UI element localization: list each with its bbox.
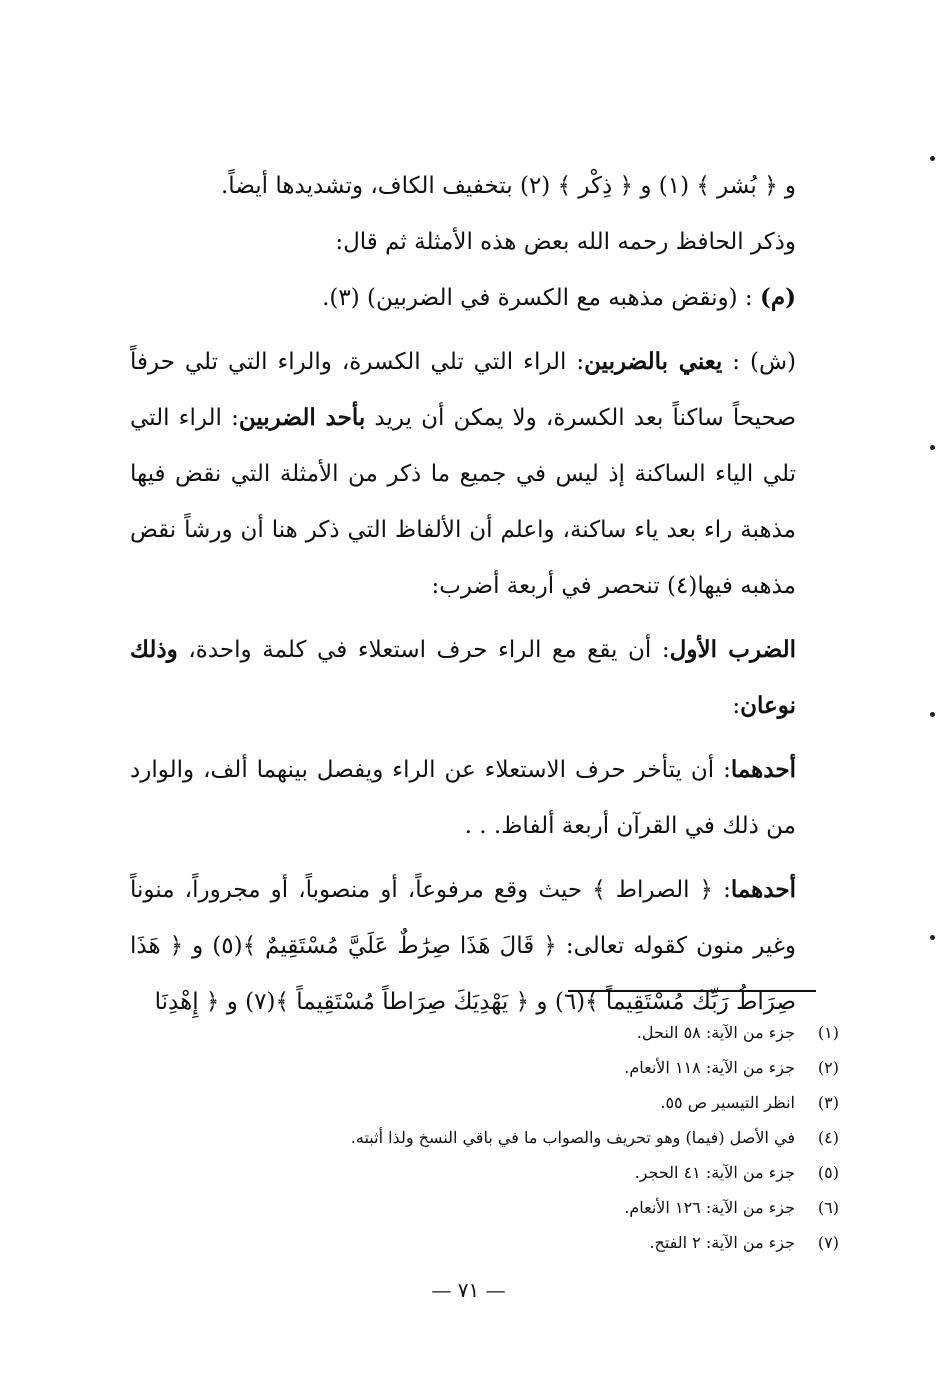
footnote-number: (١) xyxy=(817,1023,839,1042)
footnote-number: (٧) xyxy=(817,1233,839,1252)
footnote-text: جزء من الآية: ٤١ الحجر. xyxy=(634,1163,795,1182)
bold-term: أحدهما xyxy=(730,756,796,783)
footnote-item xyxy=(351,1155,839,1190)
footnote-text: جزء من الآية: ١٢٦ الأنعام. xyxy=(624,1198,795,1217)
footnote-item xyxy=(351,1225,839,1260)
paragraph-text: : الراء التي تلي الياء الساكنة إذ ليس في جميع ما ذكر من الأمثلة التي نقض فيها مذهبة راء بعد ياء ساكنة، واعلم أن الألفاظ التي ذكر هنا أن ورشاً نقض مذهبه فيها(٤) تنحصر في أربعة أضرب: xyxy=(130,405,796,599)
bold-term: بأحد الضربين xyxy=(238,404,366,431)
paragraph xyxy=(130,862,836,1030)
paragraph xyxy=(130,158,836,214)
paragraph xyxy=(130,214,836,270)
paragraph-text: : الراء التي تلي الكسرة، والراء التي تلي حرفاً صحيحاً ساكناً بعد الكسرة، ولا يمكن أن يريد xyxy=(130,349,796,431)
footnote-number: (٥) xyxy=(817,1163,839,1182)
margin-dot xyxy=(930,445,935,450)
paragraph xyxy=(130,742,836,854)
footnote-number: (٢) xyxy=(817,1058,839,1077)
footnotes xyxy=(351,1015,839,1260)
paragraph xyxy=(130,334,836,614)
paragraph-text: : ﴿ الصراط ﴾ حيث وقع مرفوعاً، أو منصوباً، أو مجروراً، منوناً وغير منون كقوله تعالى: ﴿ قَالَ هَذَا صِرَٰطٌ عَلَيَّ مُسْتَقِيمٌ ﴾(٥) و ﴿ هَذَا صِرَاطُ رَبِّكَ مُسْتَقِيماً ﴾(٦) و ﴿ يَهْدِيَكَ صِرَاطاً مُسْتَقِيماً ﴾(٧) و ﴿ إِهْدِنَا xyxy=(130,877,796,1015)
paragraph-text: : (ونقض مذهبه مع الكسرة في الضربين) (٣). xyxy=(322,285,760,311)
footnote-item xyxy=(351,1190,839,1225)
footnote-item xyxy=(351,1015,839,1050)
margin-dot xyxy=(930,712,935,717)
footnote-number: (٦) xyxy=(817,1198,839,1217)
footnote-number: (٣) xyxy=(817,1093,839,1112)
paragraph-text: : xyxy=(732,693,741,719)
footnote-separator xyxy=(568,990,816,992)
footnote-text: جزء من الآية: ١١٨ الأنعام. xyxy=(624,1058,795,1077)
paragraph xyxy=(130,270,836,326)
margin-dot xyxy=(930,935,935,940)
paragraph-text: وذكر الحافظ رحمه الله بعض هذه الأمثلة ثم قال: xyxy=(335,229,796,255)
paragraph xyxy=(130,622,836,734)
page-number: — ٧١ — xyxy=(431,1278,506,1302)
footnote-number: (٤) xyxy=(817,1128,839,1147)
main-text xyxy=(130,158,836,1030)
footnote-item xyxy=(351,1120,839,1155)
paragraph-lead: (ش) : xyxy=(722,349,796,375)
bold-term: يعني بالضربين xyxy=(584,348,723,375)
paragraph-text: و ﴿ بُشر ﴾ (١) و ﴿ ذِكْر ﴾ (٢) بتخفيف الكاف، وتشديدها أيضاً. xyxy=(221,173,796,199)
bold-term: وذلك نوعان xyxy=(130,636,796,719)
footnote-text: انظر التيسير ص ٥٥. xyxy=(660,1093,795,1112)
footnote-text: جزء من الآية: ٥٨ النحل. xyxy=(636,1023,795,1042)
bold-term: الضرب الأول xyxy=(669,636,796,663)
paragraph-text: : أن يقع مع الراء حرف استعلاء في كلمة واحدة، xyxy=(188,637,670,663)
bold-term: أحدهما xyxy=(730,876,796,903)
footnote-item xyxy=(351,1085,839,1120)
margin-dot xyxy=(930,156,935,161)
paragraph-label: (م) xyxy=(759,284,796,311)
footnote-text: في الأصل (فيما) وهو تحريف والصواب ما في باقي النسخ ولذا أثبته. xyxy=(350,1128,795,1147)
footnote-text: جزء من الآية: ٢ الفتح. xyxy=(649,1233,795,1252)
footnote-item xyxy=(351,1050,839,1085)
paragraph-text: : أن يتأخر حرف الاستعلاء عن الراء ويفصل بينهما ألف، والوارد من ذلك في القرآن أربعة ألفاظ. . . xyxy=(130,757,796,839)
